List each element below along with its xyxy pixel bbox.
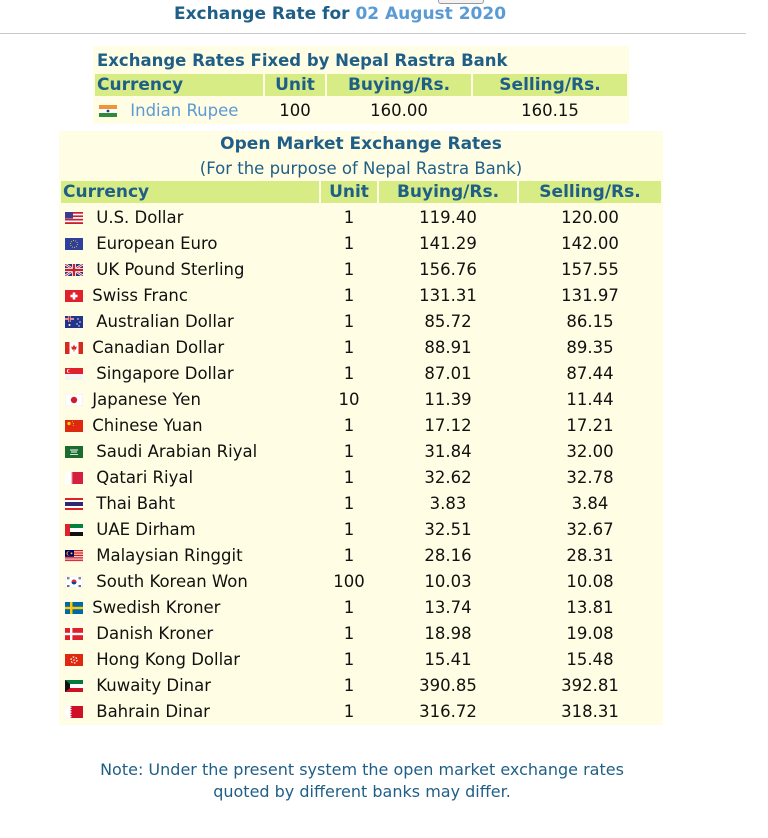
unit-cell: 1 [343, 675, 355, 695]
table-row [61, 699, 661, 723]
table-row [61, 309, 661, 333]
table-row [61, 257, 661, 281]
unit-cell: 1 [343, 597, 355, 617]
header-selling: Selling/Rs. [473, 74, 627, 96]
unit-cell: 1 [343, 363, 355, 383]
buying-cell: 32.51 [424, 519, 472, 539]
selling-cell: 17.21 [566, 415, 614, 435]
canada-flag-icon [65, 342, 83, 354]
buying-cell: 160.00 [370, 100, 428, 120]
currency-name: U.S. Dollar [96, 207, 184, 227]
table-row [61, 621, 661, 645]
open-market-subcaption: (For the purpose of Nepal Rastra Bank) [199, 158, 523, 178]
unit-cell: 1 [343, 337, 355, 357]
currency-cell [61, 647, 319, 671]
currency-name: Danish Kroner [96, 623, 214, 643]
currency-cell [61, 543, 319, 567]
table-row [61, 491, 661, 515]
uk-flag-icon [65, 264, 83, 276]
table-row [61, 361, 661, 385]
currency-cell [61, 673, 319, 697]
unit-cell: 1 [343, 233, 355, 253]
buying-cell: 31.84 [424, 441, 472, 461]
selling-cell: 87.44 [566, 363, 614, 383]
currency-cell [61, 621, 319, 645]
saudi-arabia-flag-icon [65, 446, 83, 458]
buying-cell: 15.41 [424, 649, 472, 669]
selling-cell: 15.48 [566, 649, 614, 669]
currency-name: Thai Baht [96, 493, 176, 513]
page-title [0, 4, 680, 24]
currency-name: Canadian Dollar [92, 337, 225, 357]
selling-cell: 32.00 [566, 441, 614, 461]
currency-name: Bahrain Dinar [96, 701, 210, 721]
currency-cell [61, 569, 319, 593]
table-row [61, 439, 661, 463]
selling-cell: 392.81 [561, 675, 619, 695]
eu-flag-icon [65, 238, 83, 250]
buying-cell: 11.39 [424, 389, 472, 409]
currency-cell [61, 465, 319, 489]
currency-name: Chinese Yuan [92, 415, 203, 435]
currency-name: UK Pound Sterling [96, 259, 245, 279]
header-unit: Unit [321, 181, 377, 203]
unit-cell: 1 [343, 545, 355, 565]
currency-name: UAE Dirham [96, 519, 196, 539]
open-market-header-row [61, 181, 661, 203]
unit-cell: 1 [343, 259, 355, 279]
selling-cell: 142.00 [561, 233, 619, 253]
table-row [61, 595, 661, 619]
buying-cell: 32.62 [424, 467, 472, 487]
table-row [61, 205, 661, 229]
currency-name: Australian Dollar [96, 311, 234, 331]
unit-cell: 1 [343, 701, 355, 721]
unit-cell: 100 [333, 571, 365, 591]
switzerland-flag-icon [65, 290, 83, 302]
table-row [95, 98, 627, 122]
unit-cell: 1 [343, 467, 355, 487]
buying-cell: 390.85 [419, 675, 477, 695]
unit-cell: 1 [343, 623, 355, 643]
selling-cell: 89.35 [566, 337, 614, 357]
selling-cell: 19.08 [566, 623, 614, 643]
qatar-flag-icon [65, 472, 83, 484]
page-title-prefix: Exchange Rate for [173, 4, 350, 24]
uae-flag-icon [65, 524, 83, 536]
buying-cell: 87.01 [424, 363, 472, 383]
currency-name: Japanese Yen [92, 389, 201, 409]
japan-flag-icon [65, 394, 83, 406]
australia-flag-icon [65, 316, 83, 328]
buying-cell: 3.83 [429, 493, 467, 513]
table-row [61, 673, 661, 697]
unit-cell: 1 [343, 519, 355, 539]
divider [0, 33, 746, 34]
table-row [61, 517, 661, 541]
hong-kong-flag-icon [65, 654, 83, 666]
currency-cell [61, 361, 319, 385]
thailand-flag-icon [65, 498, 83, 510]
selling-cell: 318.31 [561, 701, 619, 721]
currency-cell [61, 413, 319, 437]
selling-cell: 32.78 [566, 467, 614, 487]
unit-cell: 10 [338, 389, 360, 409]
selling-cell: 157.55 [561, 259, 619, 279]
singapore-flag-icon [65, 368, 83, 380]
page-title-date: 02 August 2020 [355, 4, 507, 24]
currency-cell [61, 517, 319, 541]
table-row [61, 465, 661, 489]
bahrain-flag-icon [65, 706, 83, 718]
header-unit: Unit [265, 74, 325, 96]
unit-cell: 1 [343, 493, 355, 513]
note-line-1: Note: Under the present system the open market exchange rates [100, 760, 624, 779]
south-korea-flag-icon [65, 576, 83, 588]
buying-cell: 119.40 [419, 207, 477, 227]
currency-cell [61, 257, 319, 281]
header-currency: Currency [95, 74, 263, 96]
currency-name: Saudi Arabian Riyal [96, 441, 258, 461]
buying-cell: 131.31 [419, 285, 477, 305]
currency-name: Hong Kong Dollar [96, 649, 241, 669]
buying-cell: 88.91 [424, 337, 472, 357]
fixed-rates-table [93, 46, 629, 124]
unit-cell: 1 [343, 415, 355, 435]
currency-cell [61, 439, 319, 463]
note-line-2: quoted by different banks may differ. [213, 782, 511, 801]
table-row [61, 231, 661, 255]
currency-cell [61, 595, 319, 619]
india-flag-icon [99, 105, 117, 117]
currency-name: South Korean Won [96, 571, 248, 591]
buying-cell: 17.12 [424, 415, 472, 435]
kuwait-flag-icon [65, 680, 83, 692]
unit-cell: 1 [343, 441, 355, 461]
selling-cell: 160.15 [521, 100, 579, 120]
currency-cell [61, 309, 319, 333]
table-row [61, 569, 661, 593]
currency-name: European Euro [96, 233, 218, 253]
usa-flag-icon [65, 212, 83, 224]
buying-cell: 316.72 [419, 701, 477, 721]
malaysia-flag-icon [65, 550, 83, 562]
selling-cell: 86.15 [566, 311, 614, 331]
header-buying: Buying/Rs. [379, 181, 517, 203]
table-row [61, 335, 661, 359]
sweden-flag-icon [65, 602, 83, 614]
unit-cell: 1 [343, 311, 355, 331]
currency-cell [61, 231, 319, 255]
buying-cell: 10.03 [424, 571, 472, 591]
selling-cell: 10.08 [566, 571, 614, 591]
selling-cell: 120.00 [561, 207, 619, 227]
fixed-rates-caption: Exchange Rates Fixed by Nepal Rastra Bank [97, 50, 508, 70]
currency-cell [61, 335, 319, 359]
currency-name: Swiss Franc [92, 285, 188, 305]
buying-cell: 141.29 [419, 233, 477, 253]
header-buying: Buying/Rs. [327, 74, 471, 96]
currency-cell [61, 387, 319, 411]
china-flag-icon [65, 420, 83, 432]
unit-cell: 1 [343, 649, 355, 669]
unit-cell: 1 [343, 285, 355, 305]
fixed-rates-header-row [95, 74, 627, 96]
currency-name: Indian Rupee [130, 100, 239, 120]
selling-cell: 28.31 [566, 545, 614, 565]
selling-cell: 32.67 [566, 519, 614, 539]
buying-cell: 18.98 [424, 623, 472, 643]
unit-cell: 1 [343, 207, 355, 227]
buying-cell: 28.16 [424, 545, 472, 565]
currency-name: Singapore Dollar [96, 363, 234, 383]
buying-cell: 13.74 [424, 597, 472, 617]
selling-cell: 13.81 [566, 597, 614, 617]
currency-cell [61, 205, 319, 229]
selling-cell: 11.44 [566, 389, 614, 409]
currency-cell [95, 98, 263, 122]
denmark-flag-icon [65, 628, 83, 640]
table-row [61, 413, 661, 437]
currency-name: Kuwaity Dinar [96, 675, 212, 695]
open-market-table [59, 131, 663, 725]
buying-cell: 156.76 [419, 259, 477, 279]
table-row [61, 647, 661, 671]
disclaimer-note [60, 759, 664, 803]
table-row [61, 387, 661, 411]
currency-cell [61, 491, 319, 515]
open-market-caption: Open Market Exchange Rates [220, 134, 502, 154]
table-row [61, 283, 661, 307]
currency-name: Qatari Riyal [96, 467, 194, 487]
selling-cell: 131.97 [561, 285, 619, 305]
currency-name: Swedish Kroner [92, 597, 221, 617]
buying-cell: 85.72 [424, 311, 472, 331]
currency-cell [61, 699, 319, 723]
currency-cell [61, 283, 319, 307]
table-row [61, 543, 661, 567]
header-currency: Currency [61, 181, 319, 203]
unit-cell: 100 [279, 100, 311, 120]
currency-name: Malaysian Ringgit [96, 545, 243, 565]
header-selling: Selling/Rs. [519, 181, 661, 203]
selling-cell: 3.84 [571, 493, 609, 513]
